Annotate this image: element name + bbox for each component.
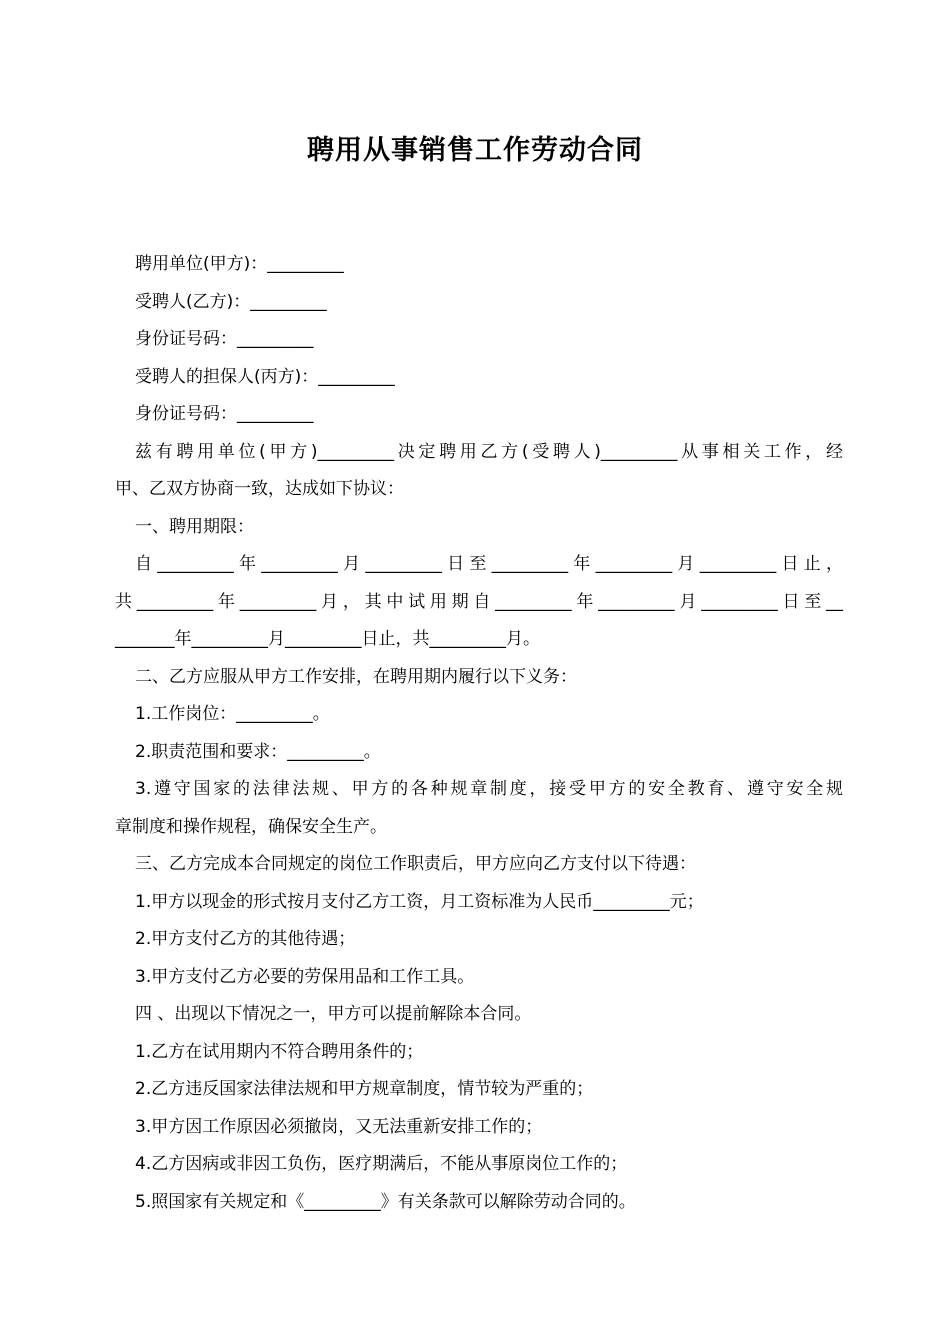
term-line-3: _______年_________月_________日止，共_________月。 [115, 629, 540, 649]
section-3-item-2: 2.甲方支付乙方的其他待遇； [135, 929, 356, 949]
section-2-item-1: 1.工作岗位：_________。 [135, 704, 330, 724]
party-a-line: 聘用单位(甲方)：_________ [135, 254, 344, 274]
section-4-item-2: 2.乙方违反国家法律法规和甲方规章制度，情节较为严重的； [135, 1079, 594, 1099]
section-4-item-3: 3.甲方因工作原因必须撤岗，又无法重新安排工作的； [135, 1116, 543, 1137]
document-body [115, 246, 843, 1221]
section-3-item-1: 1.甲方以现金的形式按月支付乙方工资，月工资标准为人民币_________元； [135, 891, 704, 912]
section-1-heading: 一、聘用期限： [135, 516, 254, 537]
preamble-line-1: 兹有聘用单位(甲方)_________决定聘用乙方(受聘人)_________从事相关工作，经 [135, 441, 843, 462]
party-b-line: 受聘人(乙方)：_________ [135, 291, 327, 312]
section-2-heading: 二、乙方应服从甲方工作安排，在聘用期内履行以下义务： [135, 666, 577, 687]
party-b-id-line: 身份证号码：_________ [135, 329, 314, 349]
guarantor-line: 受聘人的担保人(丙方)：_________ [135, 366, 395, 387]
term-line-1: 自_________年_________月_________日至_________年_________月_________日止， [135, 554, 843, 574]
guarantor-id-line: 身份证号码：_________ [135, 404, 314, 424]
section-3-item-3: 3.甲方支付乙方必要的劳保用品和工作工具。 [135, 966, 475, 987]
section-4-item-1: 1.乙方在试用期内不符合聘用条件的； [135, 1041, 424, 1062]
section-4-item-5: 5.照国家有关规定和《_________》有关条款可以解除劳动合同的。 [135, 1191, 636, 1212]
preamble-line-2: 甲、乙双方协商一致，达成如下协议： [115, 479, 404, 499]
section-3-heading: 三、乙方完成本合同规定的岗位工作职责后，甲方应向乙方支付以下待遇： [135, 854, 696, 874]
section-4-item-4: 4.乙方因病或非因工负伤，医疗期满后，不能从事原岗位工作的； [135, 1154, 628, 1174]
term-line-2: 共_________年_________月，其中试用期自_________年_________月_________日至__ [115, 591, 843, 612]
section-2-item-3-line-1: 3.遵守国家的法律法规、甲方的各种规章制度，接受甲方的安全教育、遵守安全规 [135, 779, 843, 799]
document-title: 聘用从事销售工作劳动合同 [307, 135, 643, 166]
section-2-item-2: 2.职责范围和要求：_________。 [135, 741, 381, 762]
section-4-heading: 四 、出现以下情况之一，甲方可以提前解除本合同。 [135, 1004, 532, 1024]
section-2-item-3-line-2: 章制度和操作规程，确保安全生产。 [115, 816, 387, 837]
